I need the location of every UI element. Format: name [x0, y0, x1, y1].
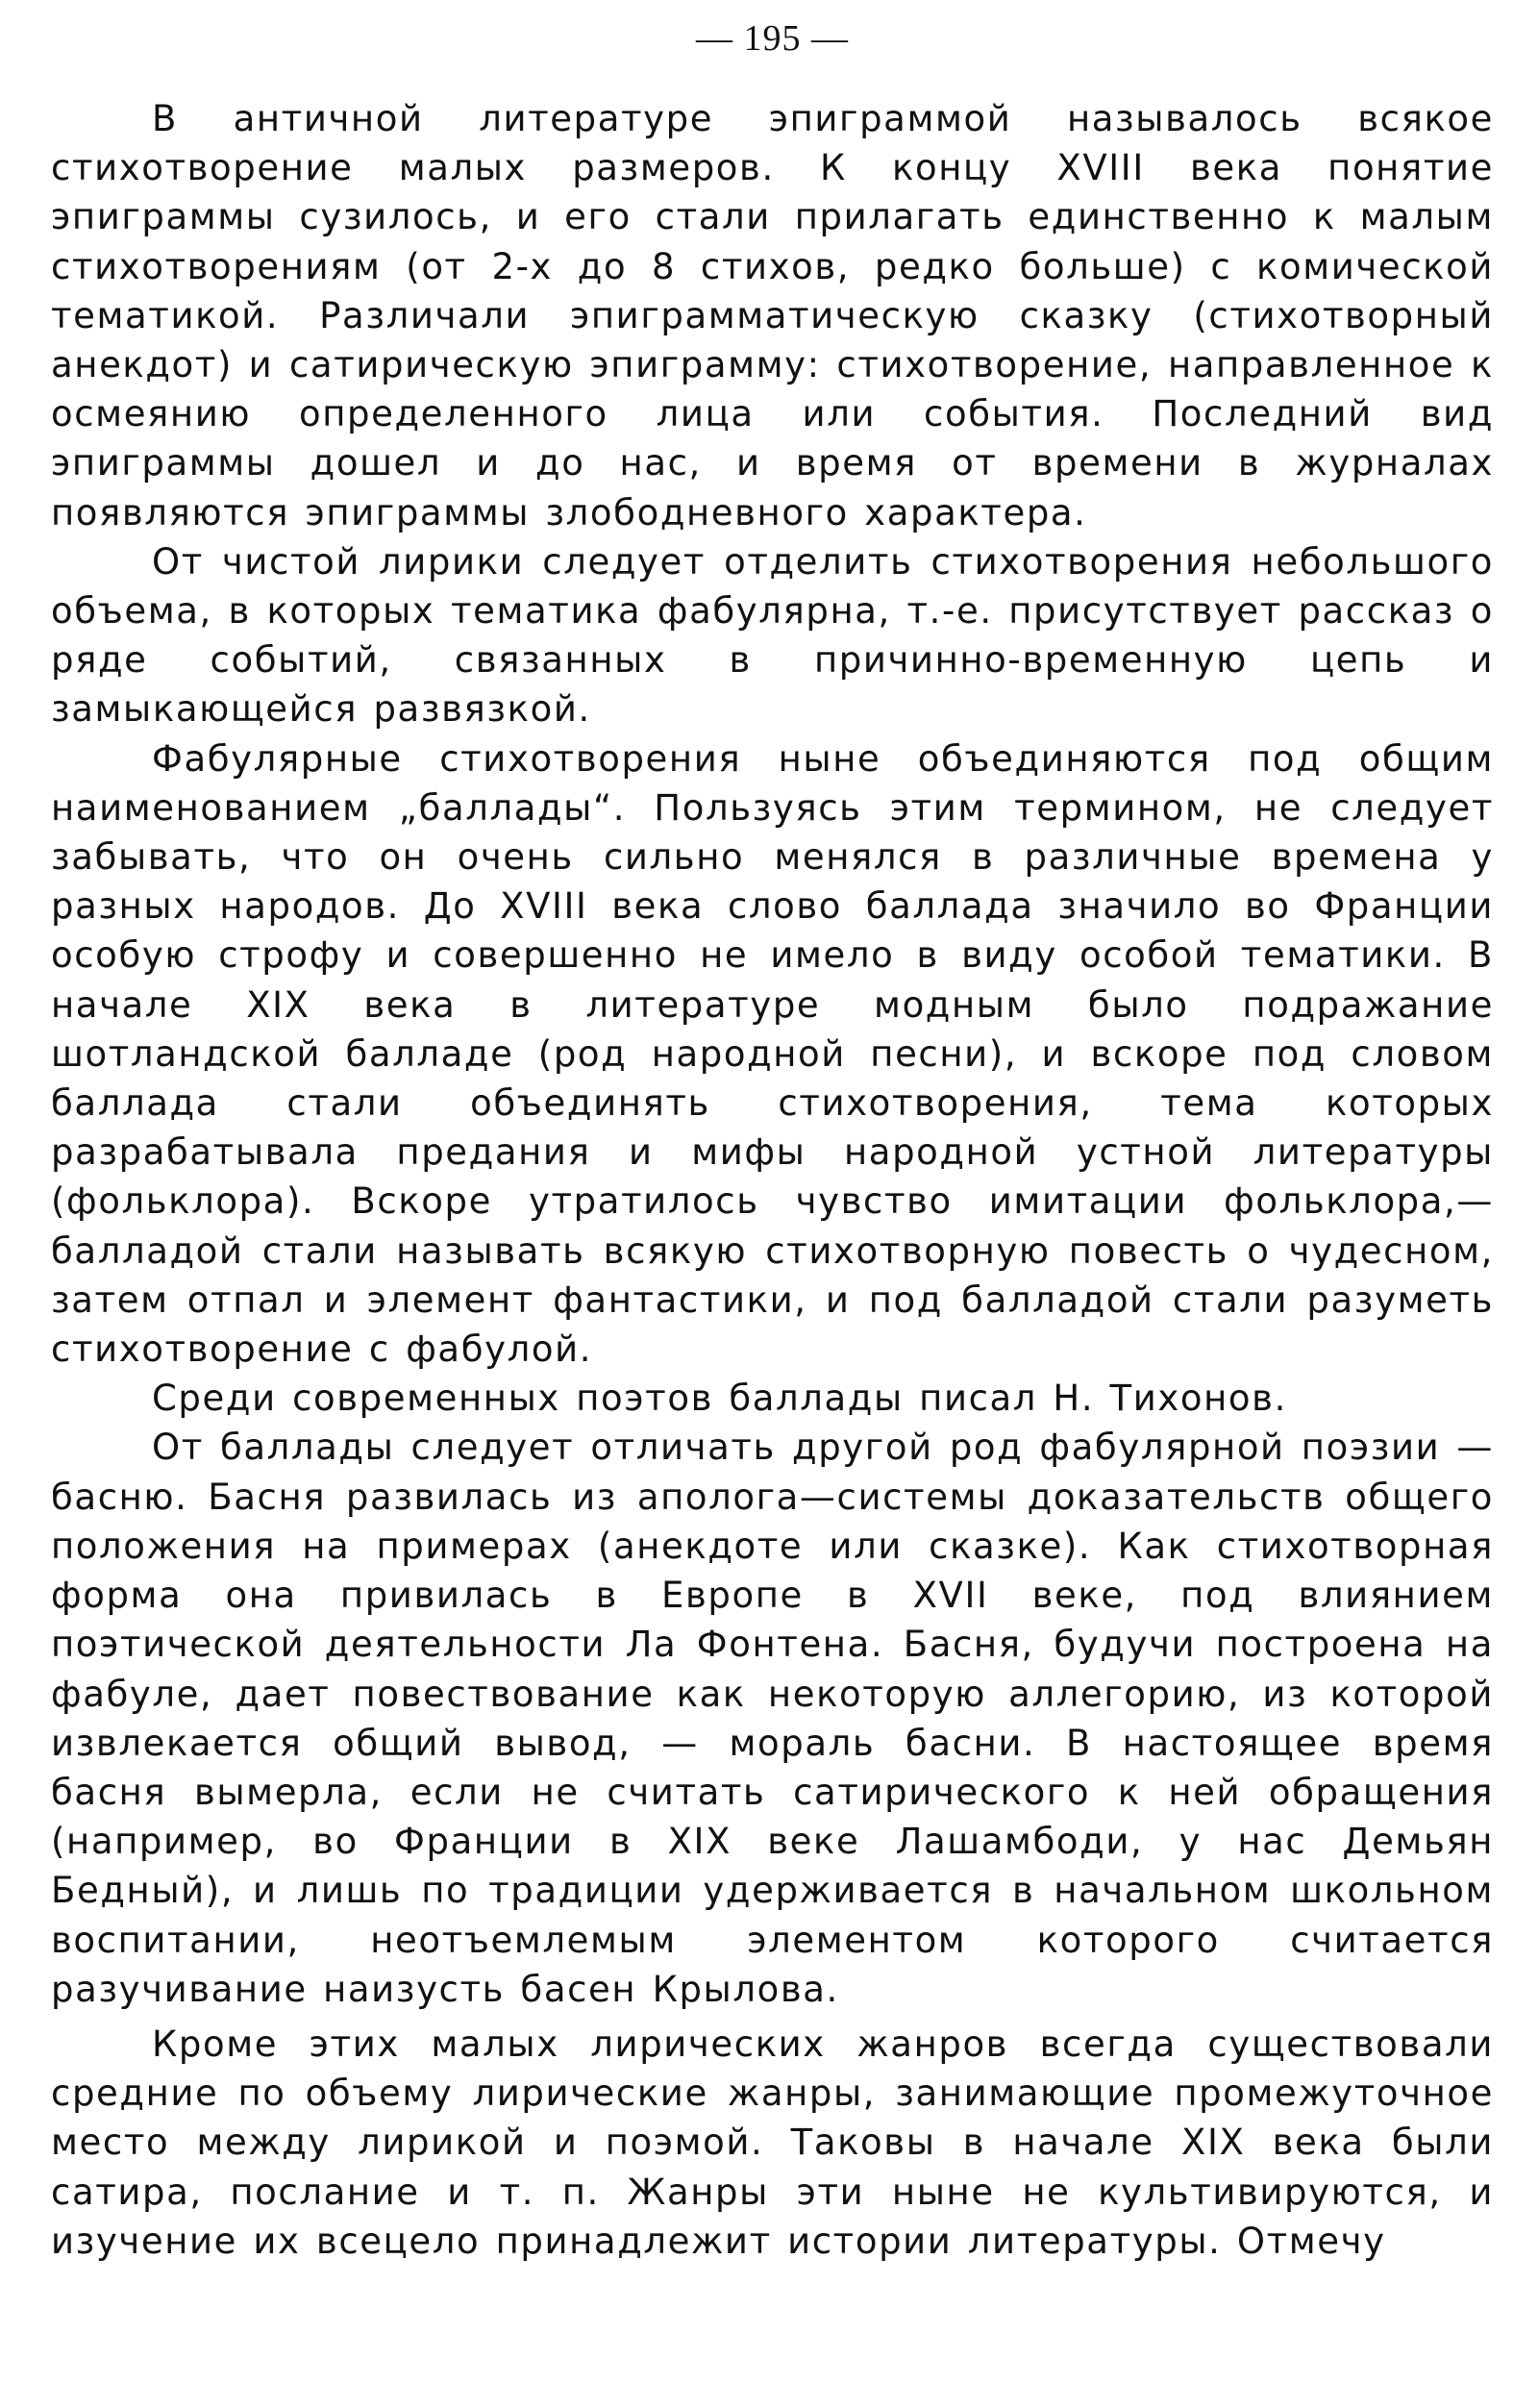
paragraph-fabular-lyric: От чистой лирики следует отделить стихотворения небольшого объема, в которых тематика фабулярна, т.-е. присутствует рассказ о ряде событий, связанных в причинно-временную цепь и замыкающейся развязкой. — [51, 540, 1494, 731]
paragraph-tikhonov: Среди современных поэтов баллады писал Н. Тихонов. — [152, 1378, 1287, 1420]
paragraph-fable: От баллады следует отличать другой род фабулярной поэзии — басню. Басня развилась из аполога—системы доказательств общего положения на примерах (анекдоте или сказке). Как стихотворная форма она привилась в Европе в XVII веке, под влиянием поэтической деятельности Ла Фонтена. Басня, будучи построена на фабуле, дает повествование как некоторую аллегорию, из которой извлекается общий вывод, — мораль басни. В настоящее время басня вымерла, если не считать сатирического к ней обращения (например, во Франции в XIX веке Лашамбоди, у нас Демьян Бедный), и лишь по традиции удерживается в начальном школьном воспитании, неотъемлемым элементом которого считается разучивание наизусть басен Крылова. — [51, 1427, 1494, 2010]
page-body — [51, 94, 1494, 2266]
paragraph-middle-genres: Кроме этих малых лирических жанров всегда существовали средние по объему лирические жанры, занимающие промежуточное место между лирикой и поэмой. Таковы в начале XIX века были сатира, послание и т. п. Жанры эти ныне не культивируются, и изучение их всецело принадлежит истории литературы. Отмечу — [51, 2023, 1494, 2262]
paragraph-epigram: В античной литературе эпиграммой называлось всякое стихотворение малых размеров. К концу XVIII века понятие эпиграммы сузилось, и его стали прилагать единственно к малым стихотворениям (от 2-х до 8 стихов, редко больше) с комической тематикой. Различали эпиграмматическую сказку (стихотворный анекдот) и сатирическую эпиграмму: стихотворение, направленное к осмеянию определенного лица или события. Последний вид эпиграммы дошел и до нас, и время от времени в журналах появляются эпиграммы злободневного характера. — [51, 98, 1494, 534]
paragraph-ballad: Фабулярные стихотворения ныне объединяются под общим наименованием „баллады“. Пользуясь этим термином, не следует забывать, что он очень сильно менялся в различные времена у разных народов. До XVIII века слово баллада значило во Франции особую строфу и совершенно не имело в виду особой тематики. В начале XIX века в литературе модным было подражание шотландской балладе (род народной песни), и вскоре под словом баллада стали объединять стихотворения, тема которых разрабатывала предания и мифы народной устной литературы (фольклора). Вскоре утратилось чувство имитации фольклора,—балладой стали называть всякую стихотворную повесть о чудесном, затем отпал и элемент фантастики, и под балладой стали разуметь стихотворение с фабулой. — [51, 737, 1494, 1371]
page-number: — 195 — — [696, 18, 849, 59]
